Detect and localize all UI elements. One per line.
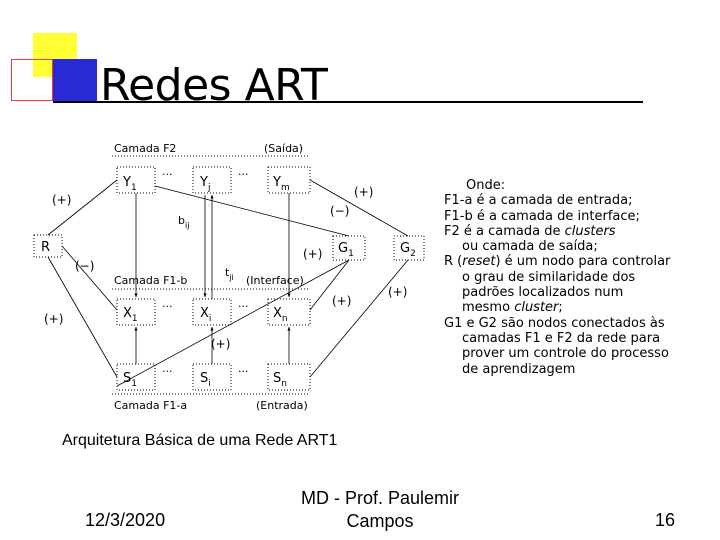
notes-heading: Onde: xyxy=(466,178,506,193)
ellipsis-f1a-b: ··· xyxy=(238,365,249,378)
sign-plus-g1-bottom: (+) xyxy=(332,294,352,308)
weight-tji-label: $t_{ji}$ xyxy=(225,266,234,282)
layer-f2-note: (Saída) xyxy=(264,142,304,155)
ellipsis-f2-a: ··· xyxy=(162,168,173,181)
diagram-caption: Arquitetura Básica de uma Rede ART1 xyxy=(62,432,338,449)
notes-line-8: mesmo cluster; xyxy=(462,300,563,316)
notes-line-5: R (reset) é um nodo para controlar xyxy=(444,254,671,270)
node-y1-label: $Y_1$ xyxy=(123,175,137,193)
sign-plus-f1a: (+) xyxy=(211,337,231,351)
layer-f1a-note: (Entrada) xyxy=(256,399,308,412)
slide-title: Redes ART xyxy=(100,60,328,111)
layer-f1b-label: Camada F1-b xyxy=(114,274,188,287)
footer-author xyxy=(290,487,470,533)
node-s1-label: $S_1$ xyxy=(123,371,137,389)
sign-plus-g2-bottom: (+) xyxy=(388,285,408,299)
node-yj-label: $Y_j$ xyxy=(200,175,211,193)
layer-f2-label: Camada F2 xyxy=(114,142,177,155)
link-r-f2 xyxy=(48,180,117,235)
sign-plus-g2-top: (+) xyxy=(354,185,374,199)
sign-plus-g1-left: (+) xyxy=(303,247,323,261)
node-si-box xyxy=(193,364,231,390)
link-r-x1 xyxy=(62,246,117,310)
layer-f1b-note: (Interface) xyxy=(246,274,304,287)
ellipsis-f2-b: ··· xyxy=(238,168,249,181)
page-number: 16 xyxy=(655,510,676,530)
sign-minus-r: (−) xyxy=(75,259,95,273)
node-x1-label: $X_1$ xyxy=(123,306,138,324)
node-g2-label: $G_2$ xyxy=(400,241,416,259)
ellipsis-f1b-a: ··· xyxy=(162,300,173,313)
node-r-label: R xyxy=(41,240,51,255)
legend-notes xyxy=(444,178,694,377)
node-ym-label: $Y_m$ xyxy=(273,175,290,193)
notes-line-10: camadas F1 e F2 da rede para xyxy=(462,330,661,346)
footer-date: 12/3/2020 xyxy=(85,510,166,530)
notes-line-2: F1-b é a camada de interface; xyxy=(444,208,640,224)
sign-plus-r-s: (+) xyxy=(44,312,64,326)
sign-minus-g1: (−) xyxy=(330,204,350,218)
notes-line-9: G1 e G2 são nodos conectados às xyxy=(444,315,665,331)
layer-f1a-label: Camada F1-a xyxy=(114,399,188,412)
node-g1-label: $G_1$ xyxy=(338,241,354,259)
notes-line-7: padrões localizados num xyxy=(462,285,624,301)
notes-line-12: de aprendizagem xyxy=(462,361,576,377)
node-xi-label: $X_i$ xyxy=(200,306,212,324)
notes-line-11: prover um controle do processo xyxy=(462,346,669,362)
ellipsis-f1a-a: ··· xyxy=(162,365,173,378)
node-si-label: $S_i$ xyxy=(200,371,211,389)
node-xn-label: $X_n$ xyxy=(273,306,288,324)
notes-line-6: o grau de similaridade dos xyxy=(462,269,636,285)
node-sn-label: $S_n$ xyxy=(273,371,287,389)
node-xi-box xyxy=(193,299,231,325)
sign-plus-r-f2: (+) xyxy=(52,193,72,207)
ellipsis-f1b-b: ··· xyxy=(238,300,249,313)
link-sn-g2 xyxy=(310,260,408,377)
notes-line-3: F2 é a camada de clusters xyxy=(444,223,616,239)
footer-author-line-2: Campos xyxy=(346,511,414,531)
notes-line-1: F1-a é a camada de entrada; xyxy=(444,193,633,209)
node-yj-box xyxy=(193,167,231,193)
footer-author-line-1: MD - Prof. Paulemir xyxy=(300,488,460,508)
notes-line-4: ou camada de saída; xyxy=(462,239,598,255)
weight-bij-label: $b_{ij}$ xyxy=(178,214,190,230)
